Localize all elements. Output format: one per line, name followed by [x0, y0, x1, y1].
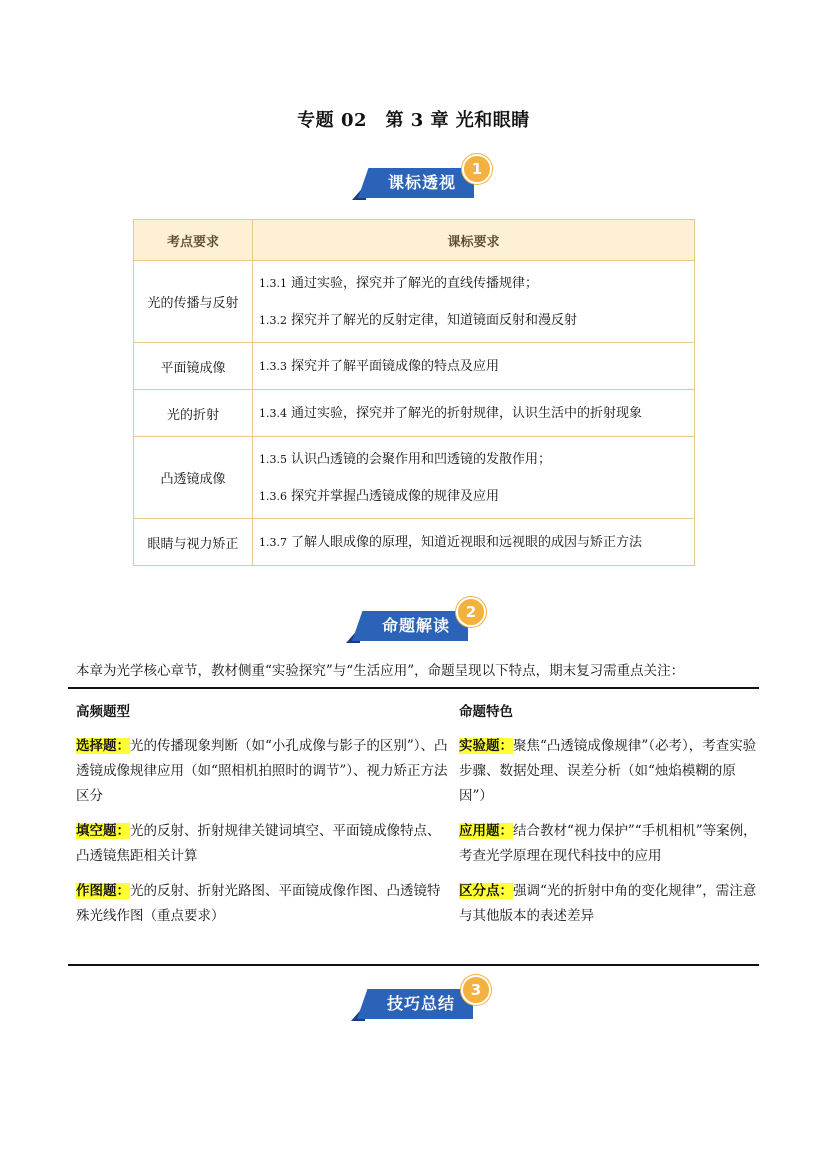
section-number: 3	[461, 975, 491, 1005]
item-text: 光的反射、折射规律关键词填空、平面镜成像特点、凸透镜焦距相关计算	[76, 823, 441, 864]
section-badge-1	[358, 154, 498, 204]
section-title: 技巧总结	[386, 994, 455, 1013]
topic-cell: 光的传播与反射	[134, 261, 253, 343]
item-code: 1.3.5	[259, 452, 287, 466]
topic-cell: 凸透镜成像	[134, 437, 253, 519]
table-row	[134, 519, 695, 566]
item-text: 强调“光的折射中角的变化规律”，需注意与其他版本的表述差异	[459, 883, 757, 924]
intro-paragraph: 本章为光学核心章节，教材侧重“实验探究”与“生活应用”，命题呈现以下特点，期末复习需重点关注：	[76, 663, 685, 679]
item-text: 光的反射、折射光路图、平面镜成像作图、凸透镜特殊光线作图（重点要求）	[76, 883, 441, 924]
highlight-tag: 实验题：	[459, 738, 513, 754]
item-text: 结合教材“视力保护”“手机相机”等案例，考查光学原理在现代科技中的应用	[459, 823, 757, 864]
table-row	[134, 343, 695, 390]
section-title: 课标透视	[387, 173, 456, 192]
top-rule	[68, 687, 759, 689]
section-badge-3	[357, 975, 497, 1025]
item-text: 了解人眼成像的原理，知道近视眼和远视眼的成因与矫正方法	[291, 534, 643, 550]
column-header: 考点要求	[134, 220, 253, 261]
item-text: 聚焦“凸透镜成像规律”（必考），考查实验步骤、数据处理、误差分析（如“烛焰模糊的原因”）	[459, 738, 757, 804]
highlight-tag: 应用题：	[459, 823, 513, 839]
column-heading: 高频题型	[76, 704, 130, 720]
item-text: 探究并掌握凸透镜成像的规律及应用	[291, 488, 500, 504]
list-item	[459, 879, 759, 929]
section-title: 命题解读	[381, 616, 450, 635]
item-text: 光的传播现象判断（如“小孔成像与影子的区别”）、凸透镜成像规律应用（如“照相机拍照时的调节”）、视力矫正方法区分	[76, 738, 448, 804]
list-item	[76, 879, 448, 929]
item-text: 探究并了解平面镜成像的特点及应用	[291, 358, 500, 374]
item-code: 1.3.2	[259, 313, 287, 327]
item-text: 通过实验，探究并了解光的直线传播规律；	[291, 275, 539, 291]
item-code: 1.3.1	[259, 276, 287, 290]
item-code: 1.3.4	[259, 406, 287, 420]
column-header: 课标要求	[253, 220, 695, 261]
question-types-column	[76, 696, 448, 929]
list-item	[76, 819, 448, 869]
highlight-tag: 区分点：	[459, 883, 513, 899]
requirement-cell	[253, 261, 695, 343]
curriculum-table	[133, 219, 695, 566]
requirement-cell	[253, 437, 695, 519]
item-text: 通过实验，探究并了解光的折射规律，认识生活中的折射现象	[291, 405, 643, 421]
item-code: 1.3.7	[259, 535, 287, 549]
table-header-row	[134, 220, 695, 261]
requirement-cell	[253, 343, 695, 390]
list-item	[459, 734, 759, 809]
topic-cell: 光的折射	[134, 390, 253, 437]
table-row	[134, 437, 695, 519]
column-heading: 命题特色	[459, 704, 513, 720]
section-number: 1	[462, 154, 492, 184]
topic-cell: 眼睛与视力矫正	[134, 519, 253, 566]
table-row	[134, 390, 695, 437]
item-code: 1.3.3	[259, 359, 287, 373]
section-badge-2	[352, 597, 492, 647]
list-item	[459, 819, 759, 869]
item-text: 探究并了解光的反射定律，知道镜面反射和漫反射	[291, 312, 578, 328]
topic-cell: 平面镜成像	[134, 343, 253, 390]
highlight-tag: 填空题：	[76, 823, 130, 839]
page-title: 专题 02 第 3 章 光和眼睛	[297, 110, 530, 131]
requirement-cell	[253, 390, 695, 437]
section-number: 2	[456, 597, 486, 627]
highlight-tag: 选择题：	[76, 738, 130, 754]
item-code: 1.3.6	[259, 489, 287, 503]
features-column	[459, 696, 759, 929]
bottom-rule	[68, 964, 759, 966]
requirement-cell	[253, 519, 695, 566]
item-text: 认识凸透镜的会聚作用和凹透镜的发散作用；	[291, 451, 552, 467]
list-item	[76, 734, 448, 809]
highlight-tag: 作图题：	[76, 883, 130, 899]
table-row	[134, 261, 695, 343]
